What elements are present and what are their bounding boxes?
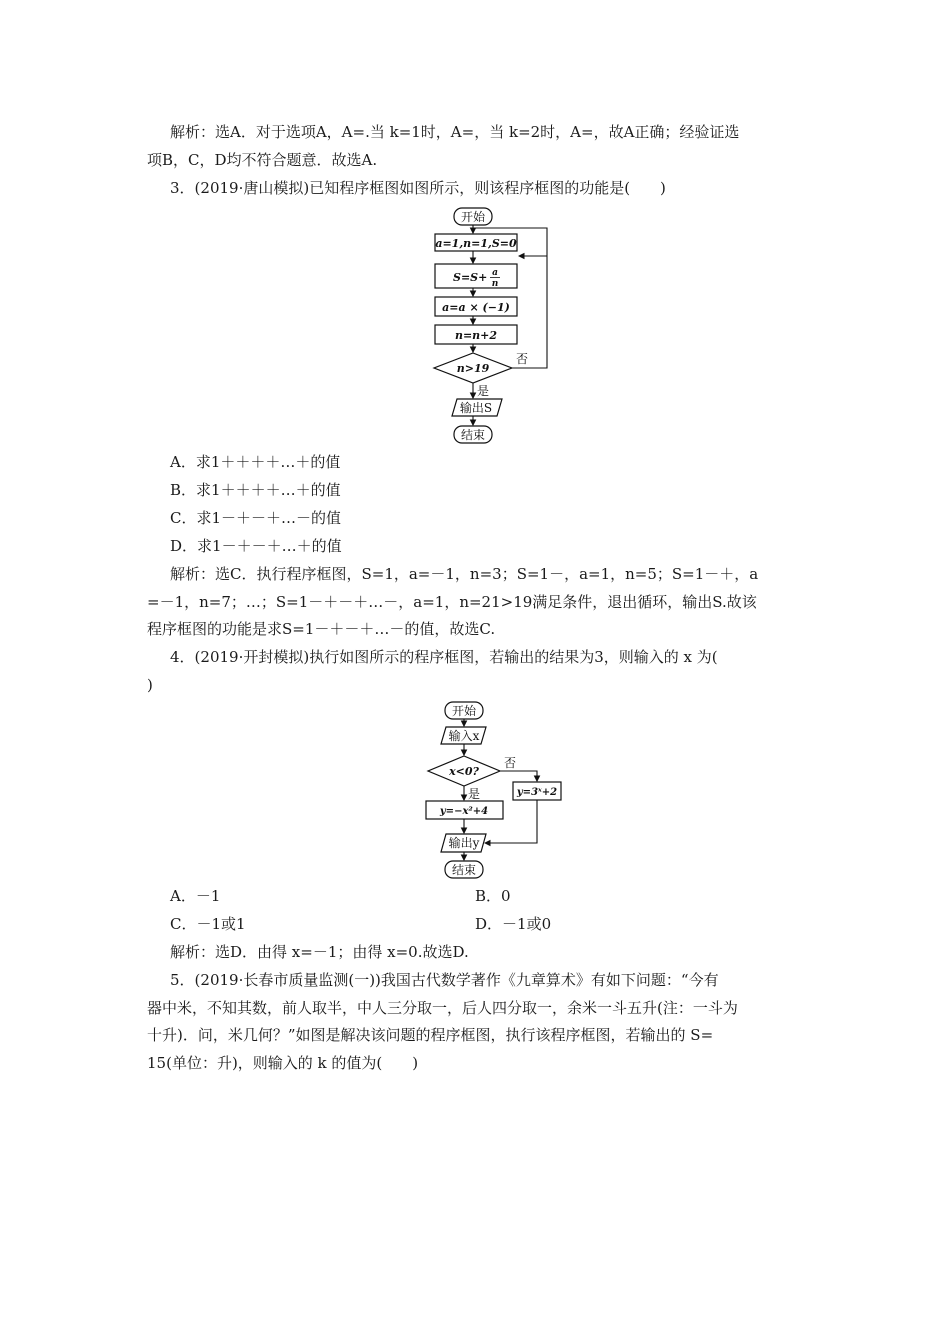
fc1-no-label: 否 bbox=[516, 352, 529, 366]
option-3c: C．求1－＋－＋…－的值 bbox=[170, 509, 342, 527]
fc1-decision-text: n>19 bbox=[456, 362, 490, 375]
solution-3-line-2: =－1，n=7；…；S=1－＋－＋…－，a=1，n=21>19满足条件，退出循环，输出S.故该 bbox=[147, 593, 757, 611]
option-4c: C．－1或1 bbox=[170, 915, 246, 933]
fc1-sum-text: S=S+ bbox=[453, 271, 488, 284]
question-3-stem: 3．(2019·唐山模拟)已知程序框图如图所示，则该程序框图的功能是( ) bbox=[170, 179, 666, 197]
question-5-line-2: 器中米，不知其数，前人取半，中人三分取一，后人四分取一，余米一斗五升(注：一斗为 bbox=[147, 999, 738, 1017]
solution-4: 解析：选D．由得 x=－1；由得 x=0.故选D. bbox=[170, 943, 469, 961]
fc1-init-text: a=1,n=1,S=0 bbox=[435, 237, 517, 250]
fc2-input-text: 输入x bbox=[448, 729, 480, 743]
question-4-stem: 4．(2019·开封模拟)执行如图所示的程序框图，若输出的结果为3，则输入的 x 为( bbox=[170, 648, 718, 666]
fc1-yes-label: 是 bbox=[477, 384, 490, 398]
fc2-no-label: 否 bbox=[504, 756, 517, 770]
option-3a: A．求1＋＋＋＋…＋的值 bbox=[170, 453, 341, 471]
fc2-neg-text: y=−x²+4 bbox=[439, 806, 489, 817]
fc1-step-text: n=n+2 bbox=[454, 329, 498, 342]
fc2-decision-text: x<0? bbox=[449, 765, 479, 778]
question-5-line-4: 15(单位：升)，则输入的 k 的值为( ) bbox=[147, 1054, 419, 1072]
option-4b: B．0 bbox=[475, 887, 511, 905]
solution-2-line-2: 项B，C，D均不符合题意．故选A. bbox=[147, 151, 378, 169]
fc1-start-text: 开始 bbox=[460, 210, 486, 224]
option-4a: A．－1 bbox=[170, 887, 221, 905]
option-3b: B．求1＋＋＋＋…＋的值 bbox=[170, 481, 341, 499]
fc2-pos-text: y=3ˣ+2 bbox=[516, 787, 558, 798]
flowchart-1 bbox=[420, 200, 580, 450]
fc2-start-text: 开始 bbox=[451, 704, 477, 718]
fc1-end-text: 结束 bbox=[460, 428, 486, 442]
question-5-line-1: 5．(2019·长春市质量监测(一))我国古代数学著作《九章算术》有如下问题：“今有 bbox=[170, 971, 719, 989]
question-5-line-3: 十升)．问，米几何？”如图是解决该问题的程序框图，执行该程序框图，若输出的 S= bbox=[147, 1026, 714, 1044]
solution-2-line-1: 解析：选A．对于选项A，A=.当 k=1时，A=，当 k=2时，A=，故A正确；经验证选 bbox=[170, 123, 740, 141]
fc1-sum-numerator: a bbox=[492, 268, 498, 278]
fc1-output-text: 输出S bbox=[459, 401, 493, 415]
option-4d: D．－1或0 bbox=[475, 915, 552, 933]
fc1-sum-denominator: n bbox=[491, 279, 499, 289]
fc2-yes-label: 是 bbox=[468, 787, 481, 801]
solution-3-line-3: 程序框图的功能是求S=1－＋－＋…－的值，故选C. bbox=[147, 620, 496, 638]
fc2-end-text: 结束 bbox=[451, 863, 477, 877]
fc1-sign-text: a=a × (−1) bbox=[442, 301, 510, 314]
option-3d: D．求1－＋－＋…＋的值 bbox=[170, 537, 342, 555]
question-4-stem-cont: ) bbox=[147, 676, 153, 694]
fc2-output-text: 输出y bbox=[448, 836, 480, 850]
solution-3-line-1: 解析：选C．执行程序框图，S=1，a=－1，n=3；S=1－，a=1，n=5；S=1－＋，a bbox=[170, 565, 759, 583]
flowchart-2 bbox=[420, 697, 580, 882]
